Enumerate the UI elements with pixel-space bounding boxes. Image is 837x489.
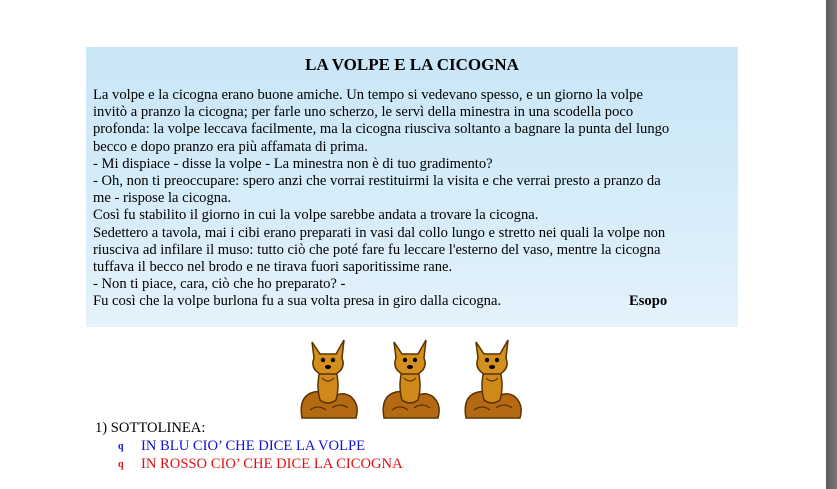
story-line: becco e dopo pranzo era più affamata di prima. xyxy=(93,138,368,155)
exercise-option-red xyxy=(95,455,403,473)
story-line: Sedettero a tavola, mai i cibi erano preparati in vasi dal collo lungo e stretto nei quali la volpe non xyxy=(93,224,666,241)
fox-icon xyxy=(460,334,524,420)
story-line: - Oh, non ti preoccupare: spero anzi che vorrai restituirmi la visita e che verrai presto a pranzo da xyxy=(93,172,661,189)
story-line: tuffava il becco nel brodo e ne tirava fuori saporitissime rane. xyxy=(93,258,453,275)
story-box xyxy=(86,47,738,327)
story-author: Esopo xyxy=(629,293,668,310)
story-line: La volpe e la cicogna erano buone amiche. Un tempo si vedevano spesso, e un giorno la volpe xyxy=(93,87,643,103)
option-text: IN ROSSO CIO’ CHE DICE LA CICOGNA xyxy=(141,456,403,472)
story-line: me - rispose la cicogna. xyxy=(93,190,232,207)
exercise-option-blue xyxy=(95,437,403,455)
fox-icon xyxy=(296,334,360,420)
fox-illustrations xyxy=(296,334,524,420)
bullet-icon: q xyxy=(118,441,124,452)
exercise-section xyxy=(95,419,403,473)
story-last-line xyxy=(93,293,733,310)
story-title: LA VOLPE E LA CICOGNA xyxy=(305,55,519,74)
bullet-icon: q xyxy=(118,459,124,470)
exercise-title: 1) SOTTOLINEA: xyxy=(95,420,206,436)
story-line: riusciva ad infilare il muso: tutto ciò che poté fare fu leccare l'esterno del vaso, mentre la cicogna xyxy=(93,241,661,258)
story-line: invitò a pranzo la cicogna; per farle uno scherzo, le servì della minestra in una scodella poco xyxy=(93,104,634,121)
story-body xyxy=(93,87,733,310)
fox-icon xyxy=(378,334,442,420)
story-line: profonda: la volpe leccava facilmente, ma la cicogna riusciva soltanto a bagnare la punta del lungo xyxy=(93,121,670,138)
story-moral: Fu così che la volpe burlona fu a sua volta presa in giro dalla cicogna. xyxy=(93,293,502,310)
option-text: IN BLU CIO’ CHE DICE LA VOLPE xyxy=(141,438,366,454)
story-line: Così fu stabilito il giorno in cui la volpe sarebbe andata a trovare la cicogna. xyxy=(93,207,539,224)
story-line: - Non ti piace, cara, ciò che ho preparato? - xyxy=(93,276,346,293)
viewer-edge xyxy=(826,0,837,489)
story-line: - Mi dispiace - disse la volpe - La minestra non è di tuo gradimento? xyxy=(93,155,493,172)
